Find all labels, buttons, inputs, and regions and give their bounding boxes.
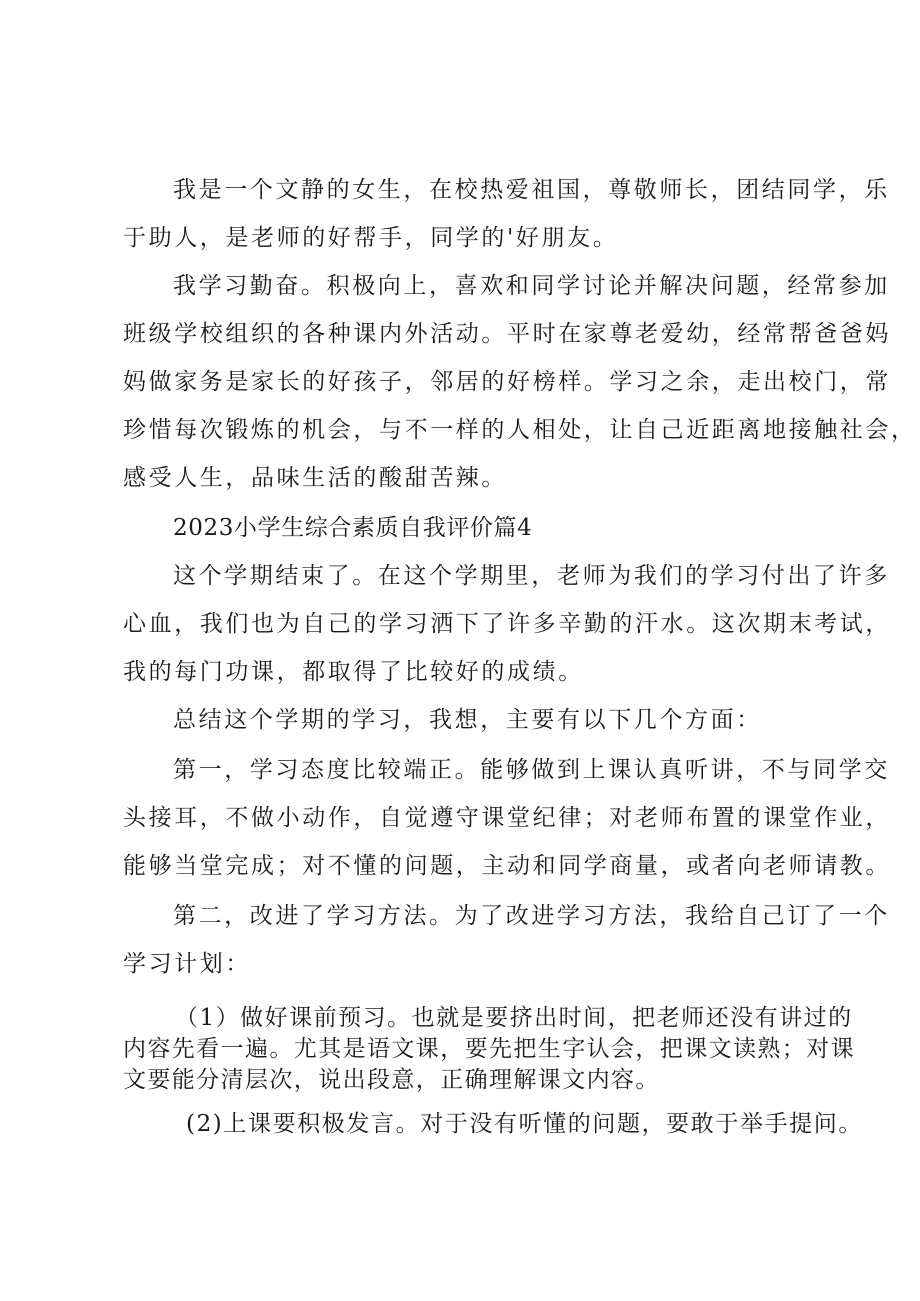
paragraph-line: 心血，我们也为自己的学习洒下了许多辛勤的汗水。这次期末考试， [123,611,891,637]
paragraph-line: 我的每门功课，都取得了比较好的成绩。 [123,659,584,685]
paragraph-line: 我是一个文静的女生，在校热爱祖国，尊敬师长，团结同学，乐 [173,177,890,203]
paragraph-line: 第二，改进了学习方法。为了改进学习方法，我给自己订了一个 [173,903,890,929]
paragraph-line: 妈做家务是家长的好孩子，邻居的好榜样。学习之余，走出校门，常 [123,369,891,395]
paragraph-line: 感受人生，品味生活的酸甜苦辣。 [123,465,507,491]
list-item-line: 文要能分清层次，说出段意，正确理解课文内容。 [123,1067,660,1093]
paragraph-line: 这个学期结束了。在这个学期里，老师为我们的学习付出了许多 [173,563,890,589]
list-item-line: 内容先看一遍。尤其是语文课，要先把生字认会，把课文读熟；对课 [123,1036,855,1062]
paragraph-line: 总结这个学期的学习，我想，主要有以下几个方面： [173,707,762,733]
paragraph-line: 珍惜每次锻炼的机会，与不一样的人相处，让自己近距离地接触社会， [123,417,917,443]
paragraph-line: 班级学校组织的各种课内外活动。平时在家尊老爱幼，经常帮爸爸妈 [123,321,891,347]
list-item-line: (2)上课要积极发言。对于没有听懂的问题，要敢于举手提问。 [186,1111,863,1137]
list-item-line: （1）做好课前预习。也就是要挤出时间，把老师还没有讲过的 [175,1005,853,1031]
paragraph-line: 于助人，是老师的好帮手，同学的'好朋友。 [123,225,619,251]
paragraph-line: 第一，学习态度比较端正。能够做到上课认真听讲，不与同学交 [173,757,890,783]
paragraph-line: 学习计划： [123,951,251,977]
paragraph-line: 头接耳，不做小动作，自觉遵守课堂纪律；对老师布置的课堂作业， [123,805,891,831]
heading-text: 2023小学生综合素质自我评价篇4 [173,515,533,541]
paragraph-line: 我学习勤奋。积极向上，喜欢和同学讨论并解决问题，经常参加 [173,273,890,299]
paragraph-line: 能够当堂完成；对不懂的问题，主动和同学商量，或者向老师请教。 [123,853,891,879]
